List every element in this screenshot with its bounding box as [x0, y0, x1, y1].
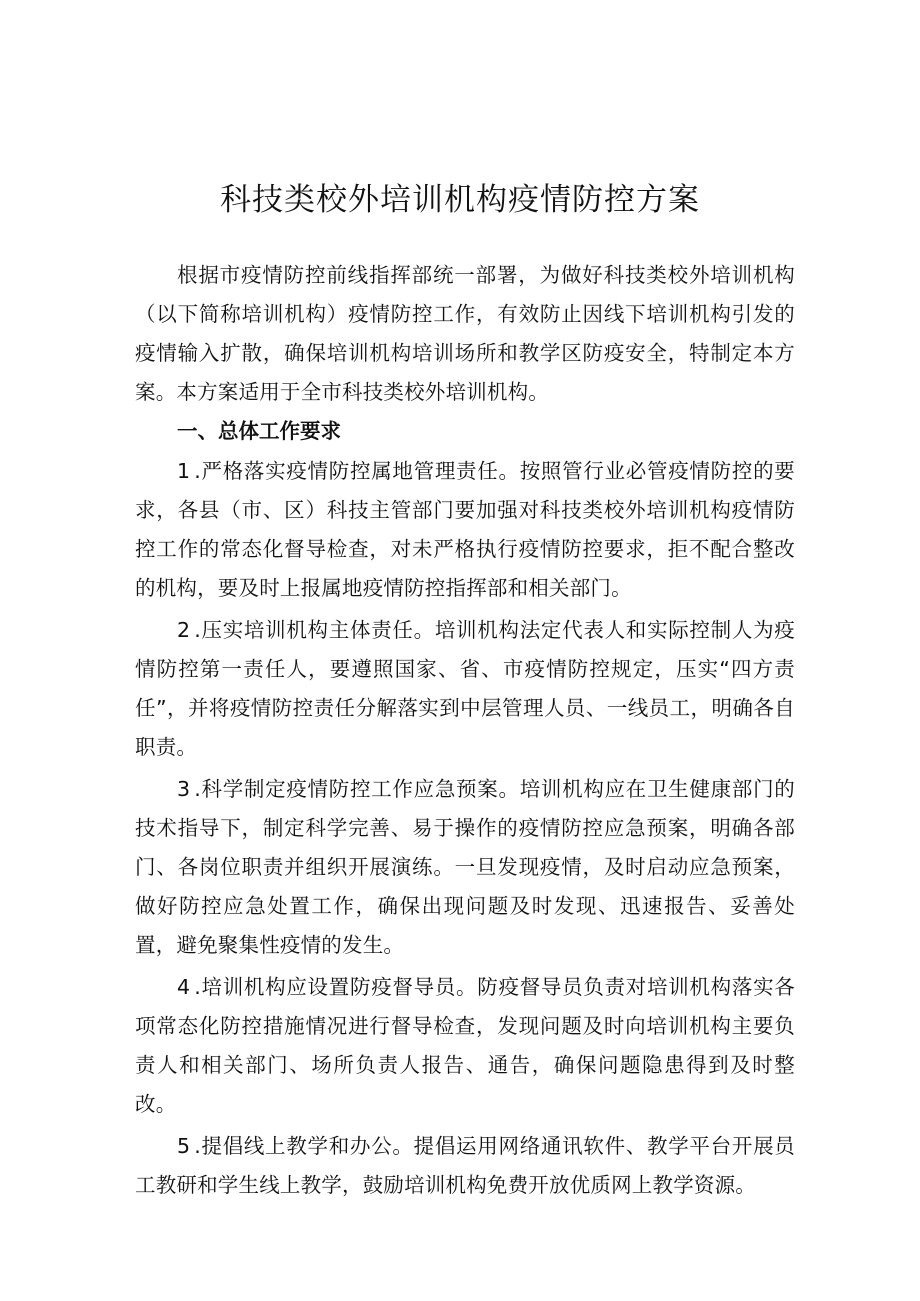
item-number: 5: [177, 1134, 191, 1158]
list-item: [135, 1127, 795, 1205]
item-text: .提倡线上教学和办公。提倡运用网络通讯软件、教学平台开展员工教研和学生线上教学，鼓励培训机构免费开放优质网上教学资源。: [135, 1134, 795, 1197]
item-text: .严格落实疫情防控属地管理责任。按照管行业必管疫情防控的要求，各县（市、区）科技主管部门要加强对科技类校外培训机构疫情防控工作的常态化督导检查，对未严格执行疫情防控要求，拒不配合整改的机构，要及时上报属地疫情防控指挥部和相关部门。: [135, 459, 795, 600]
section-heading: 一、总体工作要求: [177, 419, 341, 443]
list-item: [135, 968, 795, 1124]
item-text: .科学制定疫情防控工作应急预案。培训机构应在卫生健康部门的技术指导下，制定科学完善、易于操作的疫情防控应急预案，明确各部门、各岗位职责并组织开展演练。一旦发现疫情，及时启动应急预案，做好防控应急处置工作，确保出现问题及时发现、迅速报告、妥善处置，避免聚集性疫情的发生。: [135, 777, 795, 957]
list-item: [135, 611, 795, 767]
document-body: [135, 256, 795, 1205]
list-item: [135, 452, 795, 608]
item-number: 2: [177, 618, 191, 642]
intro-paragraph: 根据市疫情防控前线指挥部统一部署，为做好科技类校外培训机构（以下简称培训机构）疫情防控工作，有效防止因线下培训机构引发的疫情输入扩散，确保培训机构培训场所和教学区防疫安全，特制定本方案。本方案适用于全市科技类校外培训机构。: [135, 263, 795, 404]
item-number: 4: [177, 975, 191, 999]
item-number: 3: [177, 777, 191, 801]
item-text: .培训机构应设置防疫督导员。防疫督导员负责对培训机构落实各项常态化防控措施情况进行督导检查，发现问题及时向培训机构主要负责人和相关部门、场所负责人报告、通告，确保问题隐患得到及时整改。: [135, 975, 795, 1116]
item-text: .压实培训机构主体责任。培训机构法定代表人和实际控制人为疫情防控第一责任人，要遵照国家、省、市疫情防控规定，压实“四方责任”，并将疫情防控责任分解落实到中层管理人员、一线员工，明确各自职责。: [135, 618, 795, 759]
item-number: 1: [177, 459, 191, 483]
list-item: [135, 770, 795, 965]
document-title: 科技类校外培训机构疫情防控方案: [220, 182, 700, 218]
